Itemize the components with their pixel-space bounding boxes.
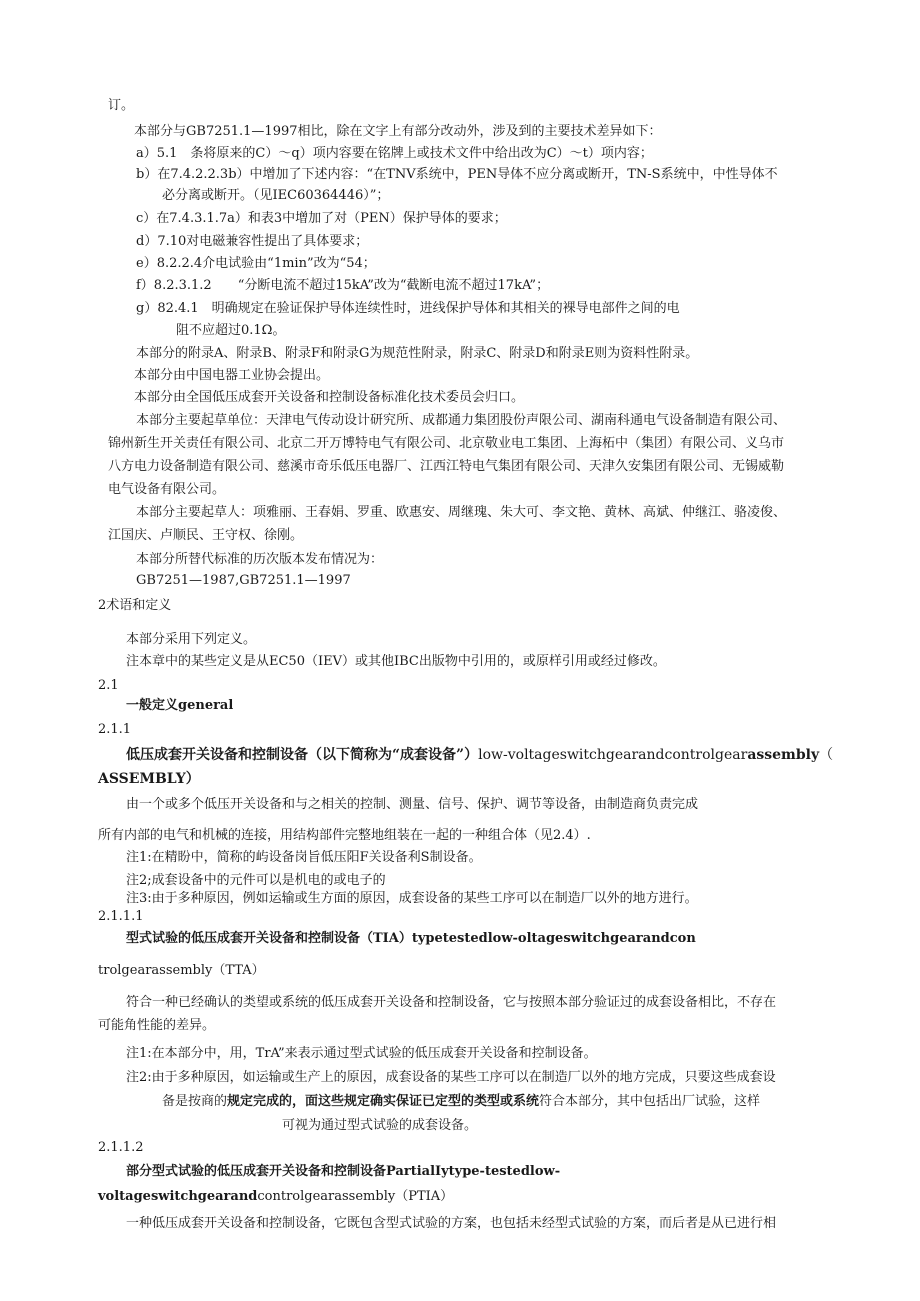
section-heading: 2术语和定义 bbox=[98, 598, 172, 613]
clause-number: 2.1.1.2 bbox=[98, 1140, 144, 1155]
text-line: 本部分采用下列定义。 bbox=[126, 632, 257, 647]
text-line: 订。 bbox=[108, 98, 135, 113]
note-line: 注3:由于多种原因，例如运输或生方面的原因，成套设备的某些工序可以在制造厂以外的地方进行。 bbox=[126, 891, 698, 906]
text-line: 注本章中的某些定义是从EC50（IEV）或其他IBC出版物中引用的，或原样引用或经过修改。 bbox=[126, 654, 666, 669]
list-item: a）5.1 条将原来的C）～q）项内容要在铭牌上或技术文件中给出改为C）～t）项内容； bbox=[136, 146, 653, 161]
text-line: 符合一种已经确认的类望或系统的低压成套开关设备和控制设备，它与按照本部分验证过的成套设备相比，不存在 bbox=[126, 995, 777, 1010]
title-en-bold: assembly bbox=[747, 747, 820, 763]
list-item: g）82.4.1 明确规定在验证保护导体连续性时，进线保护导体和其相关的裸导电部件之间的电 bbox=[136, 301, 680, 316]
note-line: 注1:在本部分中，用，TrA”来表示通过型式试验的低压成套开关设备和控制设备。 bbox=[126, 1046, 597, 1061]
text-line: 本部分由全国低压成套开关设备和控制设备标准化技术委员会归口。 bbox=[134, 390, 525, 405]
note-line bbox=[162, 1094, 760, 1110]
text-line: 一种低压成套开关设备和控制设备，它既包含型式试验的方案，也包括未经型式试验的方案，而后者是从已进行相 bbox=[126, 1216, 777, 1231]
text-line: 本部分主要起草单位：天津电气传动设计研究所、成都通力集团股份声限公司、湖南科通电气设备制造有限公司、 bbox=[136, 413, 787, 428]
text-line: 本部分由中国电器工业协会提出。 bbox=[134, 368, 330, 383]
note-line: 注2:由于多种原因，如运输或生产上的原因，成套设备的某些工序可以在制造厂以外的地方完成，只要这些成套设 bbox=[126, 1070, 776, 1085]
clause-number: 2.1 bbox=[98, 678, 119, 693]
title-en-bold: voltageswitchgearand bbox=[98, 1189, 258, 1204]
clause-title: 部分型式试验的低压成套开关设备和控制设备PartialIytype-testedlow- bbox=[126, 1164, 561, 1179]
text-line: 由一个或多个低压开关设备和与之相关的控制、测量、信号、保护、调节等设备，由制造商负责完成 bbox=[126, 797, 699, 812]
note-line: 注2;成套设备中的元件可以是机电的或电子的 bbox=[126, 873, 386, 888]
text-line: 电气设备有限公司。 bbox=[108, 482, 226, 497]
text-line: 本部分的附录A、附录B、附录F和附录G为规范性附录，附录C、附录D和附录E则为资料性附录。 bbox=[136, 346, 699, 361]
text-line: 本部分所替代标准的历次版本发布情况为： bbox=[136, 552, 384, 567]
text-line: 必分离或断开。（见IEC60364446）”； bbox=[162, 188, 390, 203]
text-line: 阻不应超过0.1Ω。 bbox=[176, 323, 286, 338]
list-item: c）在7.4.3.1.7a）和表3中增加了对（PEN）保护导体的要求； bbox=[136, 211, 507, 226]
list-item: f）8.2.3.1.2 “分断电流不超过15kA”改为“截断电流不超过17kA”； bbox=[136, 278, 550, 293]
text-line: 江国庆、卢顺民、王守权、徐刚。 bbox=[108, 528, 304, 543]
text-line: 八方电力设备制造有限公司、慈溪市奇乐低压电器厂、江西江特电气集团有限公司、天津久安集团有限公司、无锡威勒 bbox=[108, 459, 785, 474]
note-text: 备是按商的 bbox=[162, 1094, 228, 1109]
list-item: b）在7.4.2.2.3b）中增加了下述内容：“在TNV系统中，PEN导体不应分离或断开，TN-S系统中，中性导体不 bbox=[136, 167, 778, 182]
title-zh: 低压成套开关设备和控制设备（以下简称为“成套设备”） bbox=[126, 747, 479, 763]
clause-title bbox=[126, 746, 833, 764]
clause-number: 2.1.1 bbox=[98, 722, 132, 737]
clause-title bbox=[98, 1189, 453, 1205]
text-line: 本部分与GB7251.1—1997相比，除在文字上有部分改动外，涉及到的主要技术差异如下： bbox=[134, 124, 662, 139]
clause-title: 型式试验的低压成套开关设备和控制设备（TIA）typetestedlow-oltageswitchgearandcon bbox=[126, 931, 696, 946]
clause-title: ASSEMBLY） bbox=[98, 771, 200, 787]
list-item: e）8.2.2.4介电试验由“1min”改为“54； bbox=[136, 256, 376, 271]
text-line: GB7251—1987,GB7251.1—1997 bbox=[136, 573, 351, 588]
note-line: 可视为通过型式试验的成套设备。 bbox=[282, 1118, 478, 1133]
note-text: 符合本部分，其中包括出厂试验，这样 bbox=[539, 1094, 761, 1109]
note-line: 注1:在精盼中，简称的屿设备岗旨低压阳F关设备利S制设备。 bbox=[126, 850, 482, 865]
text-line: 所有内部的电气和机械的连接，用结构部件完整地组装在一起的一种组合体（见2.4）. bbox=[98, 828, 591, 843]
title-paren: （ bbox=[819, 747, 834, 763]
text-line: 锦州新生开关责任有限公司、北京二开万博特电气有限公司、北京敬业电工集团、上海柘中（集团）有限公司、义乌市 bbox=[108, 436, 785, 451]
list-item: d）7.10对电磁兼容性提出了具体要求； bbox=[136, 234, 369, 249]
title-en: controlgearassembly（PTIA） bbox=[257, 1189, 454, 1204]
text-line: 可能角性能的差异。 bbox=[98, 1018, 216, 1033]
note-text-bold: 规定完成的，面这些规定确实保证已定型的类型或系统 bbox=[227, 1094, 540, 1109]
clause-number: 2.1.1.1 bbox=[98, 909, 144, 924]
clause-title: 一般定义general bbox=[126, 698, 234, 713]
text-line: 本部分主要起草人：项雅丽、王春娟、罗重、欧惠安、周继瑰、朱大可、李文艳、黄林、高斌、仲继江、骆凌俊、 bbox=[136, 505, 787, 520]
clause-title: trolgearassembly（TTA） bbox=[98, 963, 265, 978]
title-en: low-voltageswitchgearandcontrolgear bbox=[478, 747, 748, 763]
